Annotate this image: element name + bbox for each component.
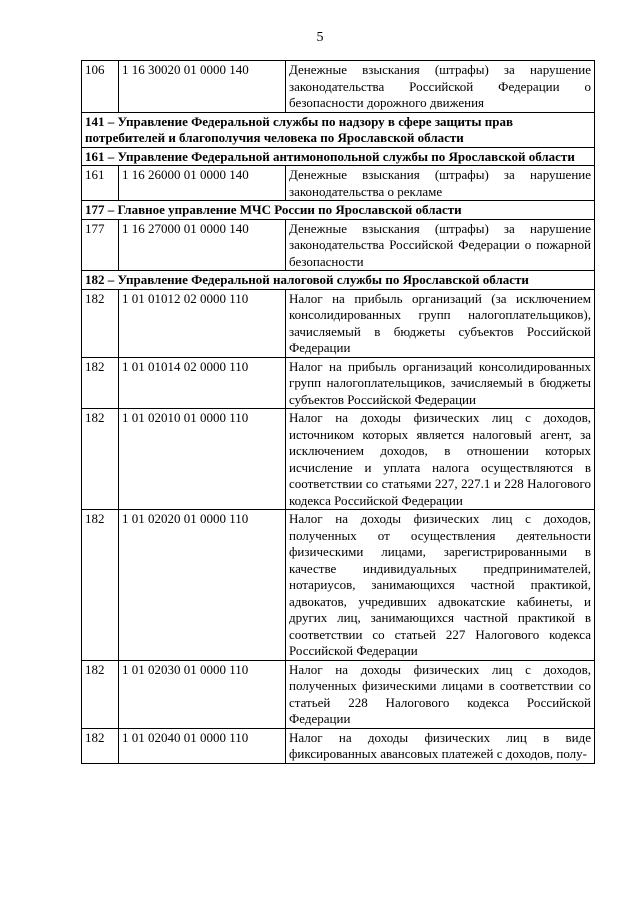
section-header-row: [82, 147, 595, 166]
admin-code-cell: 182: [82, 660, 119, 728]
section-title: 177 – Главное управление МЧС России по Ярославской области: [82, 201, 595, 220]
revenue-description-cell: Налог на доходы физических лиц с доходов, полученных физическими лицами в соответствии со статьей 228 Налогового кодекса Российской Федерации: [286, 660, 595, 728]
revenue-description-cell: Денежные взыскания (штрафы) за нарушение законодательства о рекламе: [286, 166, 595, 201]
section-header-row: [82, 271, 595, 290]
section-header-row: [82, 112, 595, 147]
kbk-code-cell: 1 01 02040 01 0000 110: [119, 728, 286, 763]
table-row: [82, 166, 595, 201]
kbk-code-cell: 1 01 01012 02 0000 110: [119, 289, 286, 357]
kbk-code-cell: 1 01 02030 01 0000 110: [119, 660, 286, 728]
kbk-code-cell: 1 16 30020 01 0000 140: [119, 61, 286, 113]
revenue-description-cell: Налог на прибыль организаций (за исключением консолидированных групп налогоплательщиков), зачисляемый в бюджеты субъектов Российской Федерации: [286, 289, 595, 357]
kbk-code-cell: 1 16 26000 01 0000 140: [119, 166, 286, 201]
table-row: [82, 289, 595, 357]
table-row: [82, 357, 595, 409]
admin-code-cell: 182: [82, 289, 119, 357]
admin-code-cell: 177: [82, 219, 119, 271]
table-row: [82, 61, 595, 113]
admin-code-cell: 182: [82, 357, 119, 409]
revenue-description-cell: Налог на доходы физических лиц с доходов, источником которых является налоговый агент, за исключением доходов, в отношении которых исчисление и уплата налога осуществляются в соответствии со статьями 227, 227.1 и 228 Налогового кодекса Российской Федерации: [286, 409, 595, 510]
revenue-description-cell: Денежные взыскания (штрафы) за нарушение законодательства Российской Федерации о пожарной безопасности: [286, 219, 595, 271]
table-row: [82, 219, 595, 271]
section-title: 141 – Управление Федеральной службы по надзору в сфере защиты прав потребителей и благополучия человека по Ярославской области: [82, 112, 595, 147]
revenue-classification-table: [81, 60, 595, 764]
table-row: [82, 409, 595, 510]
table-row: [82, 728, 595, 763]
admin-code-cell: 106: [82, 61, 119, 113]
table-row: [82, 660, 595, 728]
kbk-code-cell: 1 01 02020 01 0000 110: [119, 510, 286, 661]
kbk-code-cell: 1 01 02010 01 0000 110: [119, 409, 286, 510]
kbk-code-cell: 1 16 27000 01 0000 140: [119, 219, 286, 271]
page-number: 5: [316, 30, 324, 45]
admin-code-cell: 182: [82, 728, 119, 763]
admin-code-cell: 182: [82, 510, 119, 661]
table-row: [82, 510, 595, 661]
admin-code-cell: 182: [82, 409, 119, 510]
revenue-description-cell: Налог на доходы физических лиц с доходов, полученных от осуществления деятельности физическими лицами, зарегистрированными в качестве индивидуальных предпринимателей, нотариусов, занимающихся частной практикой, адвокатов, учредивших адвокатские кабинеты, и других лиц, занимающихся частной практикой в соответствии со статьей 227 Налогового кодекса Российской Федерации: [286, 510, 595, 661]
kbk-code-cell: 1 01 01014 02 0000 110: [119, 357, 286, 409]
revenue-description-cell: Налог на доходы физических лиц в виде фиксированных авансовых платежей с доходов, полу-: [286, 728, 595, 763]
revenue-description-cell: Налог на прибыль организаций консолидированных групп налогоплательщиков, зачисляемый в бюджеты субъектов Российской Федерации: [286, 357, 595, 409]
revenue-description-cell: Денежные взыскания (штрафы) за нарушение законодательства Российской Федерации о безопасности дорожного движения: [286, 61, 595, 113]
admin-code-cell: 161: [82, 166, 119, 201]
section-title: 182 – Управление Федеральной налоговой службы по Ярославской области: [82, 271, 595, 290]
section-title: 161 – Управление Федеральной антимонопольной службы по Ярославской области: [82, 147, 595, 166]
section-header-row: [82, 201, 595, 220]
